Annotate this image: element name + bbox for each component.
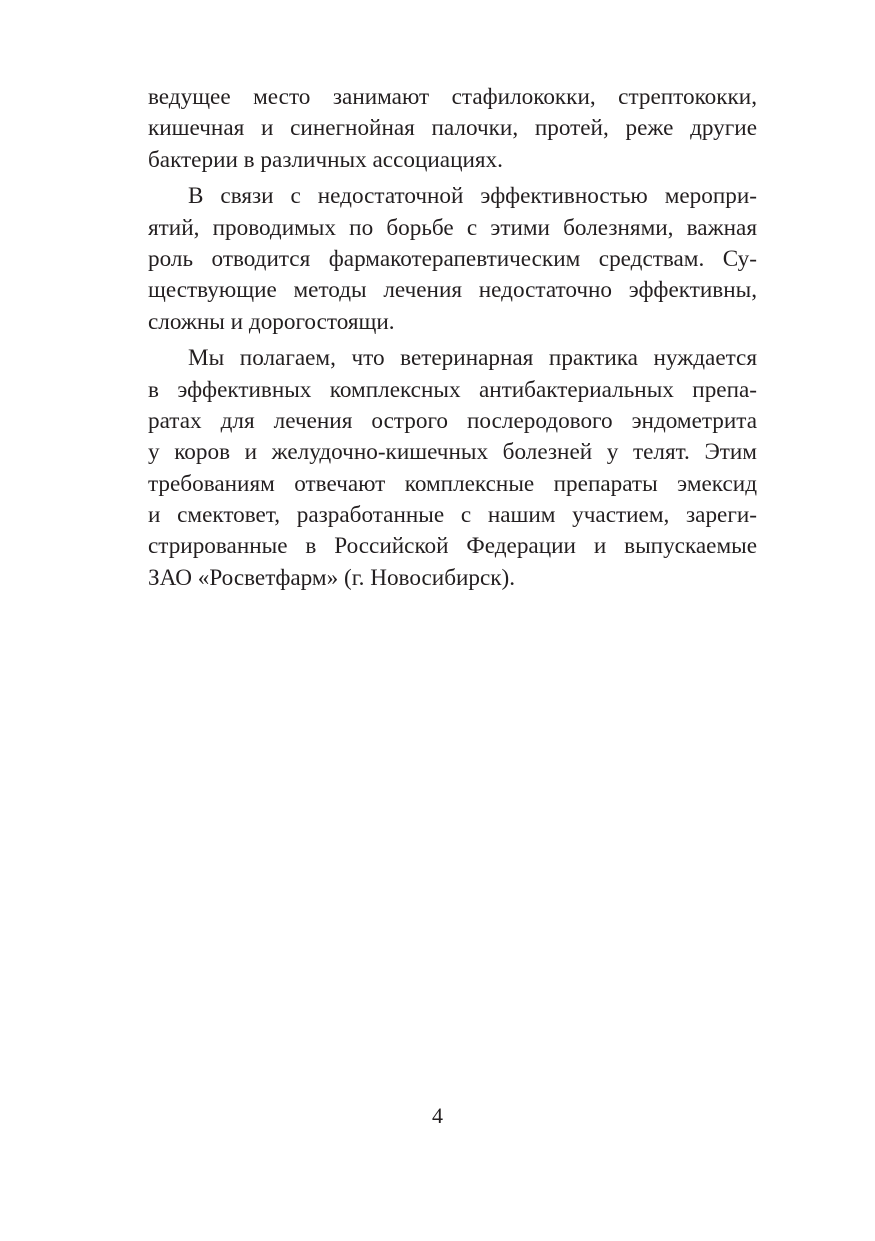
body-text — [148, 82, 757, 594]
text-line: роль отводится фармакотерапевтическим средствам. Су- — [148, 245, 757, 272]
text-line: кишечная и синегнойная палочки, протей, реже другие — [148, 115, 757, 142]
text-line: у коров и желудочно-кишечных болезней у телят. Этим — [148, 439, 757, 466]
text-line: В связи с недостаточной эффективностью меропри- — [188, 183, 757, 210]
text-line: и смектовет, разработанные с нашим участием, зареги- — [148, 502, 757, 529]
text-line: стрированные в Российской Федерации и выпускаемые — [148, 533, 757, 560]
text-line: Мы полагаем, что ветеринарная практика нуждается — [188, 345, 757, 372]
text-line: ведущее место занимают стафилококки, стрептококки, — [148, 84, 757, 110]
paragraph-1 — [148, 82, 757, 176]
text-line: ратах для лечения острого послеродового эндометрита — [148, 407, 757, 434]
text-line: ятий, проводимых по борьбе с этими болезнями, важная — [148, 214, 757, 241]
text-line: требованиям отвечают комплексные препараты эмексид — [148, 470, 757, 497]
text-line: бактерии в различных ассоциациях. — [148, 146, 503, 173]
page-number: 4 — [432, 1103, 443, 1128]
text-line: в эффективных комплексных антибактериальных препа- — [148, 376, 757, 403]
paragraph-2 — [148, 181, 757, 338]
text-line: ществующие методы лечения недостаточно эффективны, — [148, 277, 757, 304]
paragraph-3 — [148, 343, 757, 594]
text-line: сложны и дорогостоящи. — [148, 308, 395, 335]
text-line: ЗАО «Росветфарм» (г. Новосибирск). — [148, 564, 516, 591]
